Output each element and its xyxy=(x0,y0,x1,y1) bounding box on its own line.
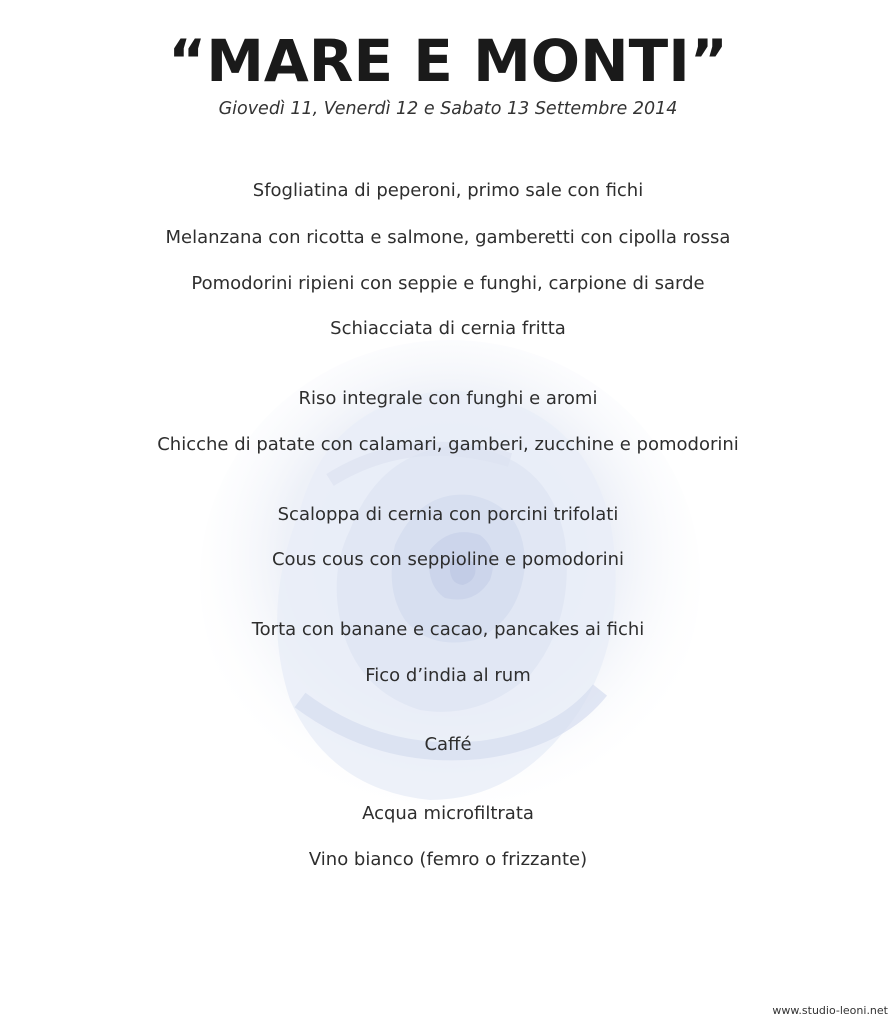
menu-item-starter: Pomodorini ripieni con seppie e funghi, carpione di sarde xyxy=(191,273,705,294)
menu-item-first-course: Riso integrale con funghi e aromi xyxy=(298,388,598,409)
menu-item-drink: Vino bianco (femro o frizzante) xyxy=(308,849,588,870)
menu-item-main-course: Cous cous con seppioline e pomodorini xyxy=(271,549,625,570)
website-footer: www.studio-leoni.net xyxy=(772,1004,888,1017)
menu-item-coffee: Caffé xyxy=(424,734,472,755)
menu-item-starter: Sfogliatina di peperoni, primo sale con fichi xyxy=(252,180,644,201)
menu-item-main-course: Scaloppa di cernia con porcini trifolati xyxy=(277,504,619,525)
menu-item-starter: Schiacciata di cernia fritta xyxy=(330,318,566,339)
menu-item-starter: Melanzana con ricotta e salmone, gamberetti con cipolla rossa xyxy=(165,227,731,248)
menu-item-drink: Acqua microfiltrata xyxy=(362,803,534,824)
menu-item-first-course: Chicche di patate con calamari, gamberi, zucchine e pomodorini xyxy=(157,434,739,455)
menu-title: “MARE E MONTI” xyxy=(168,27,728,95)
menu-item-dessert: Torta con banane e cacao, pancakes ai fichi xyxy=(251,619,645,640)
menu-item-dessert: Fico d’india al rum xyxy=(365,665,531,686)
event-dates: Giovedì 11, Venerdì 12 e Sabato 13 Settembre 2014 xyxy=(218,99,678,119)
